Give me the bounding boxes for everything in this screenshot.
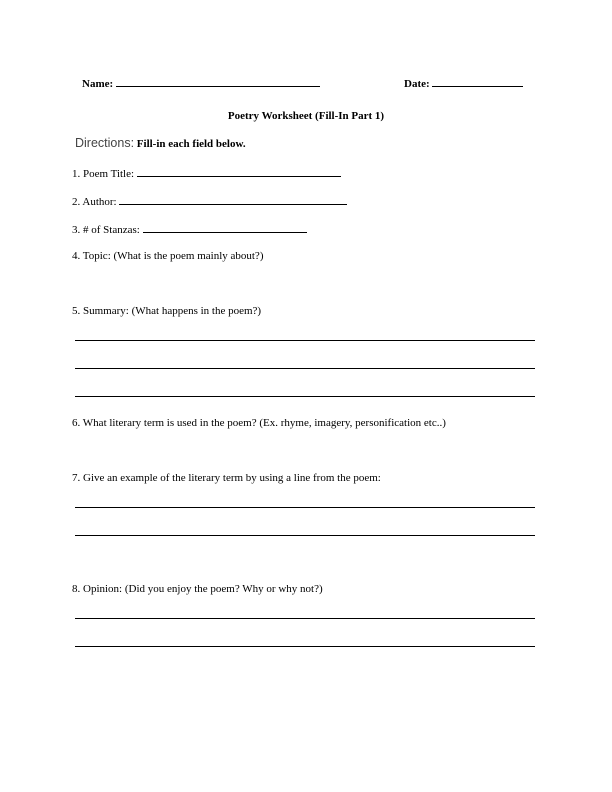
date-blank[interactable] <box>432 76 523 87</box>
question-2-text: 2. Author: <box>72 196 117 208</box>
question-poem-title <box>72 166 341 180</box>
question-stanzas <box>72 222 307 236</box>
question-author <box>72 194 347 208</box>
name-label: Name: <box>82 78 114 90</box>
stanzas-blank[interactable] <box>143 222 307 233</box>
summary-line[interactable] <box>75 340 535 341</box>
opinion-line[interactable] <box>75 646 535 647</box>
directions-text: Fill-in each field below. <box>136 138 246 150</box>
question-opinion: 8. Opinion: (Did you enjoy the poem? Why or why not?) <box>72 583 323 595</box>
example-line[interactable] <box>75 507 535 508</box>
question-1-text: 1. Poem Title: <box>72 168 135 180</box>
author-blank[interactable] <box>119 194 347 205</box>
summary-line[interactable] <box>75 368 535 369</box>
summary-line[interactable] <box>75 396 535 397</box>
example-line[interactable] <box>75 535 535 536</box>
question-literary-term: 6. What literary term is used in the poem? (Ex. rhyme, imagery, personification etc..) <box>72 417 446 429</box>
question-topic: 4. Topic: (What is the poem mainly about?) <box>72 250 264 262</box>
name-blank[interactable] <box>116 76 320 87</box>
question-summary: 5. Summary: (What happens in the poem?) <box>72 305 262 317</box>
directions-label: Directions: <box>75 136 135 150</box>
name-field <box>82 76 320 90</box>
poem-title-blank[interactable] <box>137 166 341 177</box>
worksheet-title: Poetry Worksheet (Fill-In Part 1) <box>227 110 385 122</box>
date-label: Date: <box>404 78 430 90</box>
question-example: 7. Give an example of the literary term by using a line from the poem: <box>72 472 381 484</box>
opinion-line[interactable] <box>75 618 535 619</box>
date-field <box>404 76 523 90</box>
question-3-text: 3. # of Stanzas: <box>72 224 140 236</box>
directions <box>75 136 246 150</box>
